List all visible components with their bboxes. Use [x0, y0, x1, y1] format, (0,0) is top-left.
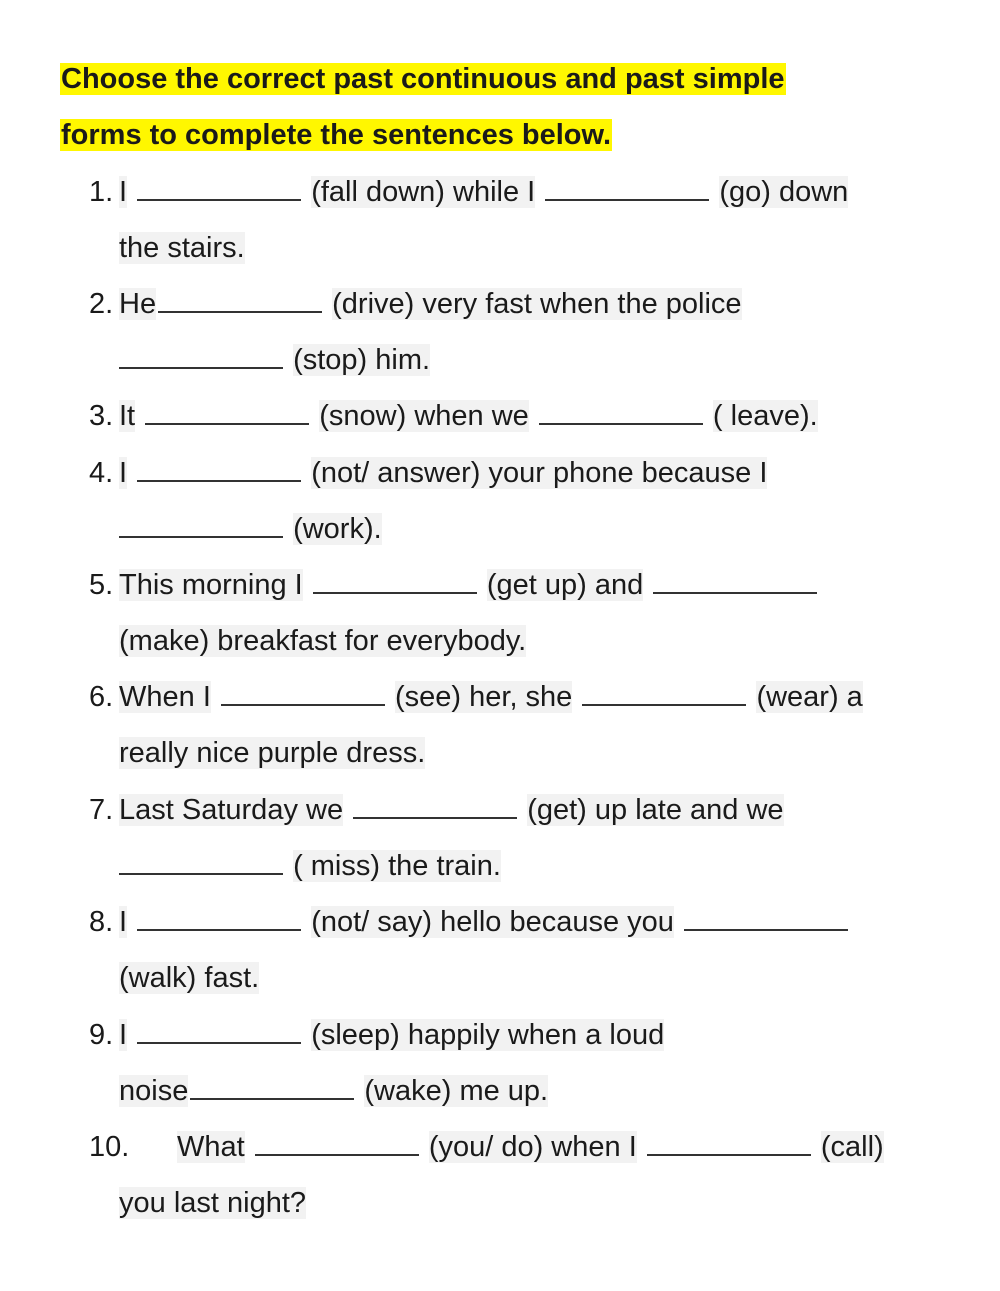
item-number: 3. — [89, 400, 114, 432]
item-10-continuation: you last night? — [119, 1187, 307, 1219]
item-8-continuation: (walk) fast. — [119, 962, 260, 994]
answer-blank[interactable] — [137, 177, 301, 201]
instructions-text-2: forms to complete the sentences below. — [61, 119, 612, 151]
item-text: It (snow) when we ( leave). — [119, 400, 818, 432]
answer-blank[interactable] — [190, 1076, 354, 1100]
item-number: 2. — [89, 288, 114, 320]
answer-blank[interactable] — [221, 682, 385, 706]
item-text: When I (see) her, she (wear) a — [119, 681, 863, 713]
item-number: 10. — [89, 1131, 130, 1163]
answer-blank[interactable] — [684, 907, 848, 931]
item-text: This morning I (get up) and — [119, 566, 819, 604]
item-number: 4. — [89, 457, 114, 489]
item-5-continuation: (make) breakfast for everybody. — [119, 625, 527, 657]
answer-blank[interactable] — [119, 345, 283, 369]
answer-blank[interactable] — [255, 1132, 419, 1156]
item-number: 1. — [89, 176, 114, 208]
item-text: I (fall down) while I (go) down — [119, 176, 849, 208]
answer-blank[interactable] — [313, 570, 477, 594]
item-2-continuation: (stop) him. — [119, 341, 430, 379]
item-number: 5. — [89, 569, 114, 601]
item-text: I (sleep) happily when a loud — [119, 1019, 665, 1051]
answer-blank[interactable] — [647, 1132, 811, 1156]
item-text: Last Saturday we (get) up late and we — [119, 794, 784, 826]
answer-blank[interactable] — [137, 458, 301, 482]
item-number: 9. — [89, 1019, 114, 1051]
item-7-continuation: ( miss) the train. — [119, 847, 501, 885]
item-number: 8. — [89, 906, 114, 938]
item-text: He (drive) very fast when the police — [119, 288, 742, 320]
answer-blank[interactable] — [145, 401, 309, 425]
answer-blank[interactable] — [582, 682, 746, 706]
item-text: What (you/ do) when I (call) — [177, 1131, 884, 1163]
answer-blank[interactable] — [545, 177, 709, 201]
answer-blank[interactable] — [158, 289, 322, 313]
item-number: 7. — [89, 794, 114, 826]
item-6-continuation: really nice purple dress. — [119, 737, 426, 769]
item-9-continuation: noise (wake) me up. — [119, 1075, 549, 1107]
instructions-line-2 — [60, 115, 612, 155]
item-text: I (not/ answer) your phone because I — [119, 457, 768, 489]
item-1-continuation: the stairs. — [119, 232, 245, 264]
item-text: I (not/ say) hello because you — [119, 903, 850, 941]
answer-blank[interactable] — [119, 851, 283, 875]
item-number: 6. — [89, 681, 114, 713]
answer-blank[interactable] — [137, 1020, 301, 1044]
instructions-text-1: Choose the correct past continuous and past simple — [61, 63, 785, 95]
answer-blank[interactable] — [353, 795, 517, 819]
answer-blank[interactable] — [653, 570, 817, 594]
answer-blank[interactable] — [119, 514, 283, 538]
item-4-continuation: (work). — [119, 510, 382, 548]
answer-blank[interactable] — [137, 907, 301, 931]
instructions-line-1 — [60, 59, 786, 99]
answer-blank[interactable] — [539, 401, 703, 425]
